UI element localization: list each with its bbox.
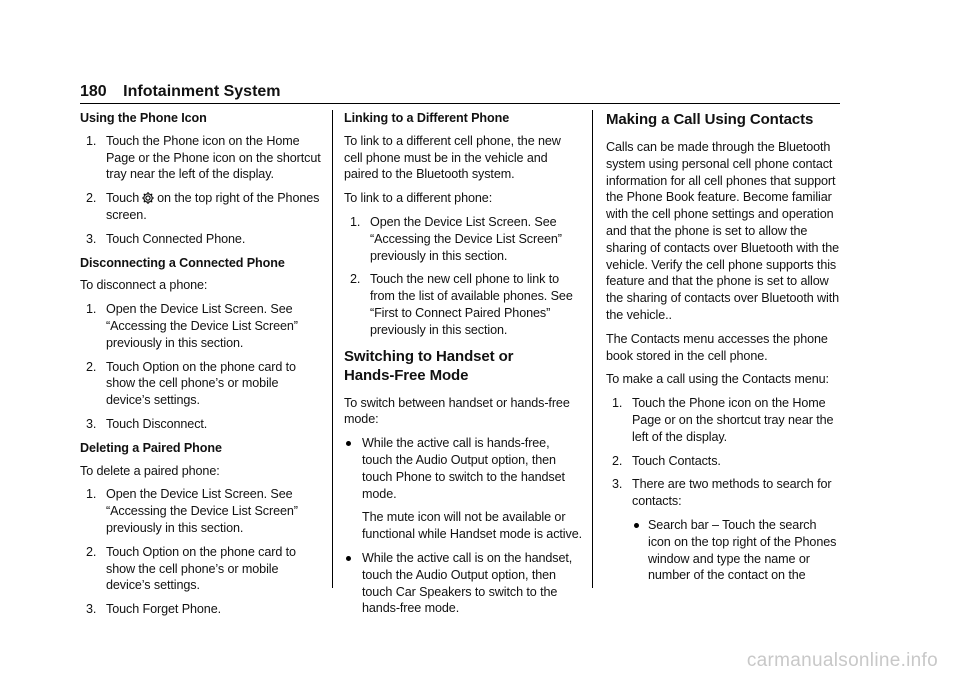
list-item: 1. Touch the Phone icon on the Home Page or on the shortcut tray near the left of the display.	[612, 396, 834, 444]
paragraph: To switch between handset or hands-free mode:	[344, 395, 570, 427]
section-heading: Switching to Handset or Hands-Free Mode	[344, 347, 514, 384]
list-item: 3. Touch Connected Phone.	[86, 231, 246, 246]
subheading: Disconnecting a Connected Phone	[80, 255, 285, 270]
list-item: Search bar – Touch the search icon on the top right of the Phones window and type the name or number of the contact on the	[632, 517, 840, 584]
column-middle	[344, 110, 582, 624]
list-item: 1. Open the Device List Screen. See “Accessing the Device List Screen” previously in this section.	[86, 302, 298, 350]
column-right	[606, 110, 840, 591]
numbered-list	[80, 133, 325, 248]
bullet-icon	[346, 556, 351, 561]
watermark: carmanualsonline.info	[746, 650, 938, 671]
list-item: 3. There are two methods to search for contacts: Search bar – Touch the search icon on the top right of the Phones window and type the name or number of the contact on the	[606, 476, 840, 584]
bullet-list	[632, 517, 840, 584]
list-item: 2. Touch on the top right of the Phones screen.	[86, 191, 320, 222]
bullet-icon	[346, 441, 351, 446]
paragraph: To disconnect a phone:	[80, 278, 208, 293]
paragraph: To link to a different phone:	[344, 191, 493, 206]
bullet-list	[344, 435, 582, 617]
column-divider	[332, 110, 333, 588]
subheading: Using the Phone Icon	[80, 111, 207, 125]
page-number: 180	[80, 83, 107, 100]
list-item: 2. Touch the new cell phone to link to from the list of available phones. See “First to Connect Paired Phones” previously in this section.	[350, 272, 573, 337]
list-item: 1. Open the Device List Screen. See “Accessing the Device List Screen” previously in this section.	[350, 214, 562, 263]
list-item: 1. Open the Device List Screen. See “Accessing the Device List Screen” previously in this section.	[86, 487, 298, 535]
subheading: Linking to a Different Phone	[344, 111, 510, 125]
page-title: Infotainment System	[123, 83, 281, 100]
subheading: Deleting a Paired Phone	[80, 440, 222, 455]
bullet-icon	[634, 523, 639, 528]
section-heading: Making a Call Using Contacts	[606, 111, 814, 128]
list-item: 3. Touch Disconnect.	[86, 416, 208, 431]
gear-icon	[141, 191, 155, 205]
numbered-list	[80, 486, 325, 618]
numbered-list	[344, 214, 582, 339]
list-item: While the active call is on the handset, touch the Audio Output option, then touch Car Speakers to switch to the hands-free mode.	[344, 550, 582, 617]
list-item: 2. Touch Option on the phone card to show the cell phone’s or mobile device’s settings.	[86, 359, 296, 408]
list-item: While the active call is hands-free, touch the Audio Output option, then touch Phone to switch to the handset mode. The mute icon will not be available or functional while Handset mode is active.	[344, 435, 582, 543]
header-rule	[80, 103, 840, 104]
list-item: 2. Touch Option on the phone card to show the cell phone’s or mobile device’s settings.	[86, 544, 296, 593]
list-item: 2. Touch Contacts.	[612, 453, 721, 468]
page-header	[80, 83, 281, 101]
column-divider	[592, 110, 593, 588]
paragraph: To make a call using the Contacts menu:	[606, 372, 829, 387]
column-left	[80, 110, 325, 625]
list-item: 3. Touch Forget Phone.	[86, 602, 222, 617]
list-item: 1. Touch the Phone icon on the Home Page or the Phone icon on the shortcut tray near the left of the display.	[86, 133, 321, 182]
paragraph: Calls can be made through the Bluetooth system using personal cell phone contact information for all cell phones that support the Phone Book feature. Become familiar with the cell phone settings and operation and that the phone is set to allow the sharing of contacts over Bluetooth with the vehicle. Verify the cell phone supports this feature and that the phone is set to allow the sharing of contacts over Bluetooth with the vehicle..	[606, 140, 840, 322]
paragraph: To link to a different cell phone, the new cell phone must be in the vehicle and paired to the Bluetooth system.	[344, 133, 561, 182]
numbered-list	[606, 395, 840, 584]
note-paragraph: The mute icon will not be available or functional while Handset mode is active.	[362, 510, 583, 542]
paragraph: The Contacts menu accesses the phone book stored in the cell phone.	[606, 331, 828, 363]
numbered-list	[80, 301, 325, 433]
paragraph: To delete a paired phone:	[80, 463, 220, 478]
